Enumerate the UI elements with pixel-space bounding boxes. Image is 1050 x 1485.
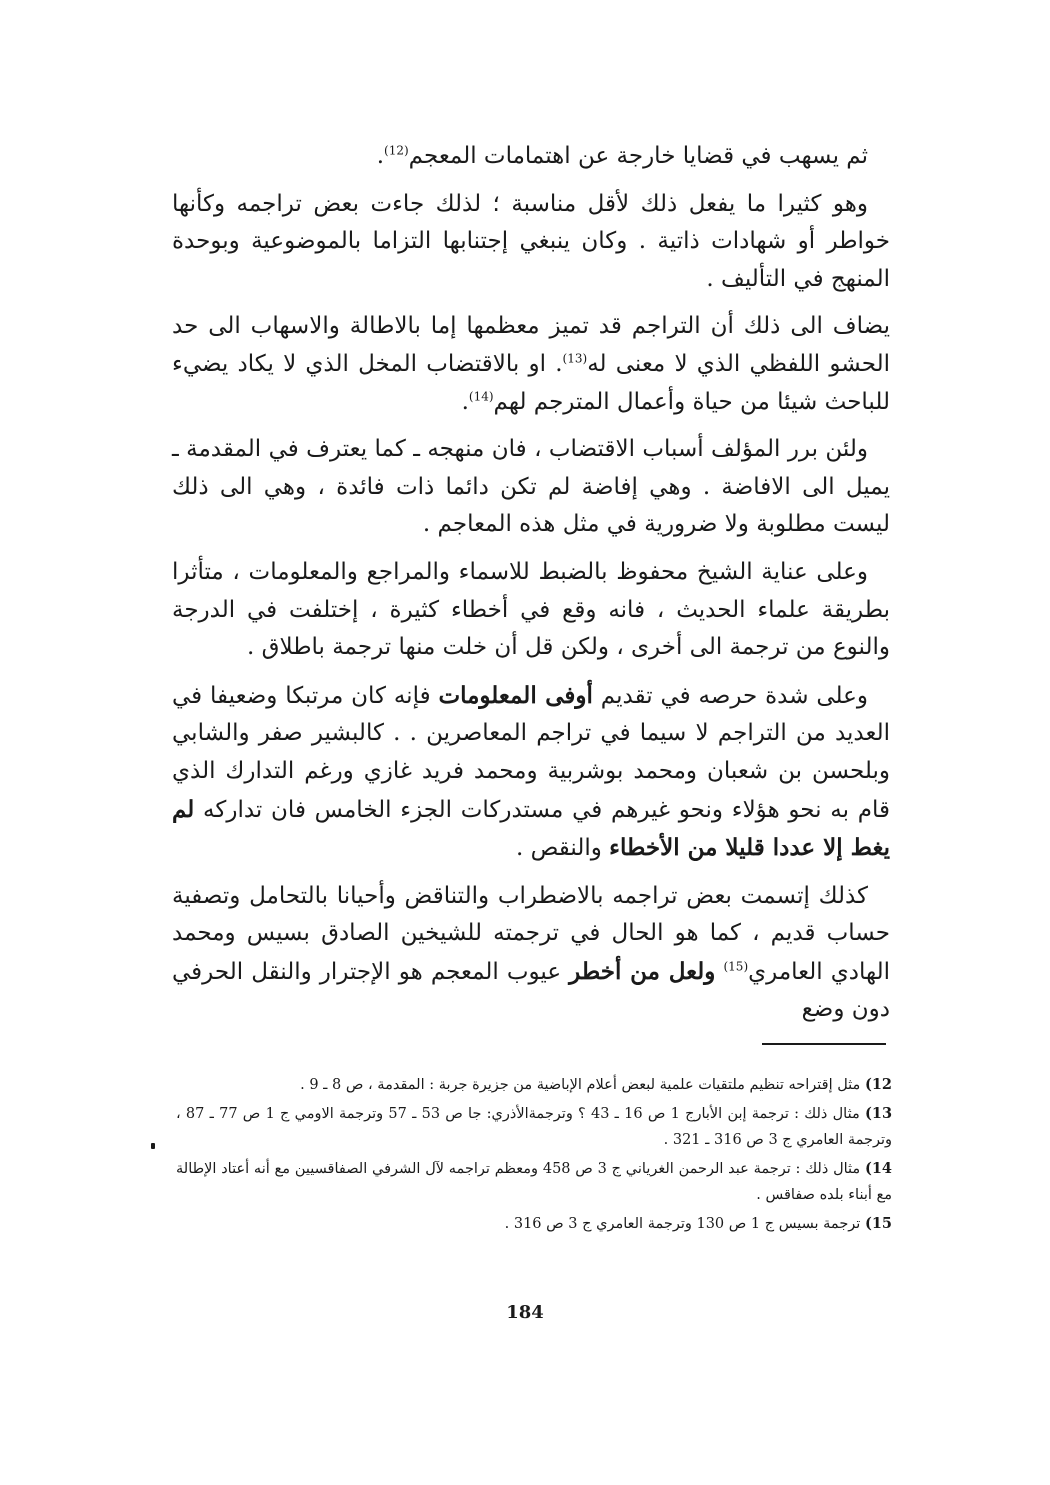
page-number: 184 <box>506 1302 544 1323</box>
paragraph <box>172 138 890 176</box>
text-run: يضاف الى ذلك أن التراجم قد تميز معظمها إما بالاطالة والاسهاب الى حد الحشو اللفظي الذي لا معنى له <box>172 313 890 377</box>
margin-mark <box>151 1143 155 1149</box>
text-run: . <box>461 388 469 415</box>
text-run: وهو كثيرا ما يفعل ذلك لأقل مناسبة ؛ لذلك جاءت بعض تراجمه وكأنها خواطر أو شهادات ذاتية . وكان ينبغي إجتنابها التزاما بالموضوعية وبوحدة المنهج في التأليف . <box>172 190 890 292</box>
footnote-separator <box>762 1043 886 1045</box>
footnote-ref: (12) <box>384 143 409 158</box>
paragraph <box>172 677 890 868</box>
paragraph <box>172 308 890 421</box>
footnote-number: 12) <box>864 1076 892 1093</box>
paragraph <box>172 878 890 1029</box>
main-text <box>172 138 890 1039</box>
text-run: فإنه كان مرتبكا وضعيفا في العديد من التراجم لا سيما في تراجم المعاصرين . . كالبشير صفر والشابي وبلحسن بن شعبان ومحمد بوشربية ومحمد فريد غازي ورغم التدارك الذي قام به نحو هؤلاء ونحو غيرهم في مستدركات الجزء الخامس فان تداركه <box>172 682 890 823</box>
footnote-number: 15) <box>864 1214 892 1232</box>
footnote <box>176 1156 892 1209</box>
footnote-ref: (15) <box>723 959 749 974</box>
footnote-text: مثال ذلك : ترجمة إبن الأبارج 1 ص 16 ـ 43 ؟ وترجمةالأذري: جا ص 53 ـ 57 وترجمة الاومي ج 1 ص 77 ـ 87 ، وترجمة العامري ج 3 ص 316 ـ 321 . <box>176 1105 892 1148</box>
bold-text: أوفى المعلومات <box>438 681 593 709</box>
footnotes <box>176 1072 892 1239</box>
text-run: كذلك إتسمت بعض تراجمه بالاضطراب والتناقض وأحيانا بالتحامل وتصفية حساب قديم ، كما هو الحال في ترجمته للشيخين الصادق بسيس ومحمد الهادي العامري <box>172 882 891 985</box>
footnote <box>176 1211 892 1238</box>
footnote-text: مثال ذلك : ترجمة عبد الرحمن الغرياني ج 3 ص 458 ومعظم تراجمه لآل الشرفي الصفاقسيين مع أنه أعتاد الإطالة مع أبناء بلده صفاقس . <box>176 1160 892 1203</box>
footnote-text: ترجمة بسيس ج 1 ص 130 وترجمة العامري ج 3 ص 316 . <box>504 1215 861 1232</box>
paragraph <box>172 186 890 299</box>
paragraph <box>172 554 890 667</box>
text-run: والنقص . <box>515 835 610 862</box>
paragraph <box>172 431 890 544</box>
footnote <box>176 1101 892 1154</box>
footnote-text: مثل إقتراحه تنظيم ملتقيات علمية لبعض أعلام الإباضية من جزيرة جربة : المقدمة ، ص 8 ـ 9 . <box>300 1077 861 1093</box>
footnote-ref: (14) <box>468 388 494 403</box>
bold-text: لم يغط إلا عددا قليلا من الأخطاء <box>172 795 890 862</box>
text-run: . او بالاقتضاب المخل الذي لا يكاد يضيء للباحث شيئا من حياة وأعمال المترجم لهم <box>172 350 890 415</box>
bold-text: ولعل من أخطر <box>569 957 716 985</box>
text-run: وعلى عناية الشيخ محفوظ بالضبط للاسماء والمراجع والمعلومات ، متأثرا بطريقة علماء الحديث ، فانه وقع في أخطاء كثيرة ، إختلفت في الدرجة والنوع من ترجمة الى أخرى ، ولكن قل أن خلت منها ترجمة باطلاق . <box>172 558 890 661</box>
footnote-number: 14) <box>864 1159 893 1177</box>
text-run: . <box>376 143 385 169</box>
text-run: عيوب المعجم هو الإجترار والنقل الحرفي دون وضع <box>172 958 890 1023</box>
footnote-ref: (13) <box>562 351 588 366</box>
footnote-number: 13) <box>864 1104 893 1122</box>
text-run: وعلى شدة حرصه في تقديم <box>592 682 869 709</box>
text-run: ولئن برر المؤلف أسباب الاقتضاب ، فان منهجه ـ كما يعترف في المقدمة ـ يميل الى الافاضة . وهي إفاضة لم تكن دائما ذات فائدة ، وهي الى ذلك ليست مطلوبة ولا ضرورية في مثل هذه المعاجم . <box>172 436 890 538</box>
footnote <box>176 1072 892 1099</box>
text-run: ثم يسهب في قضايا خارجة عن اهتمامات المعجم <box>408 143 868 169</box>
